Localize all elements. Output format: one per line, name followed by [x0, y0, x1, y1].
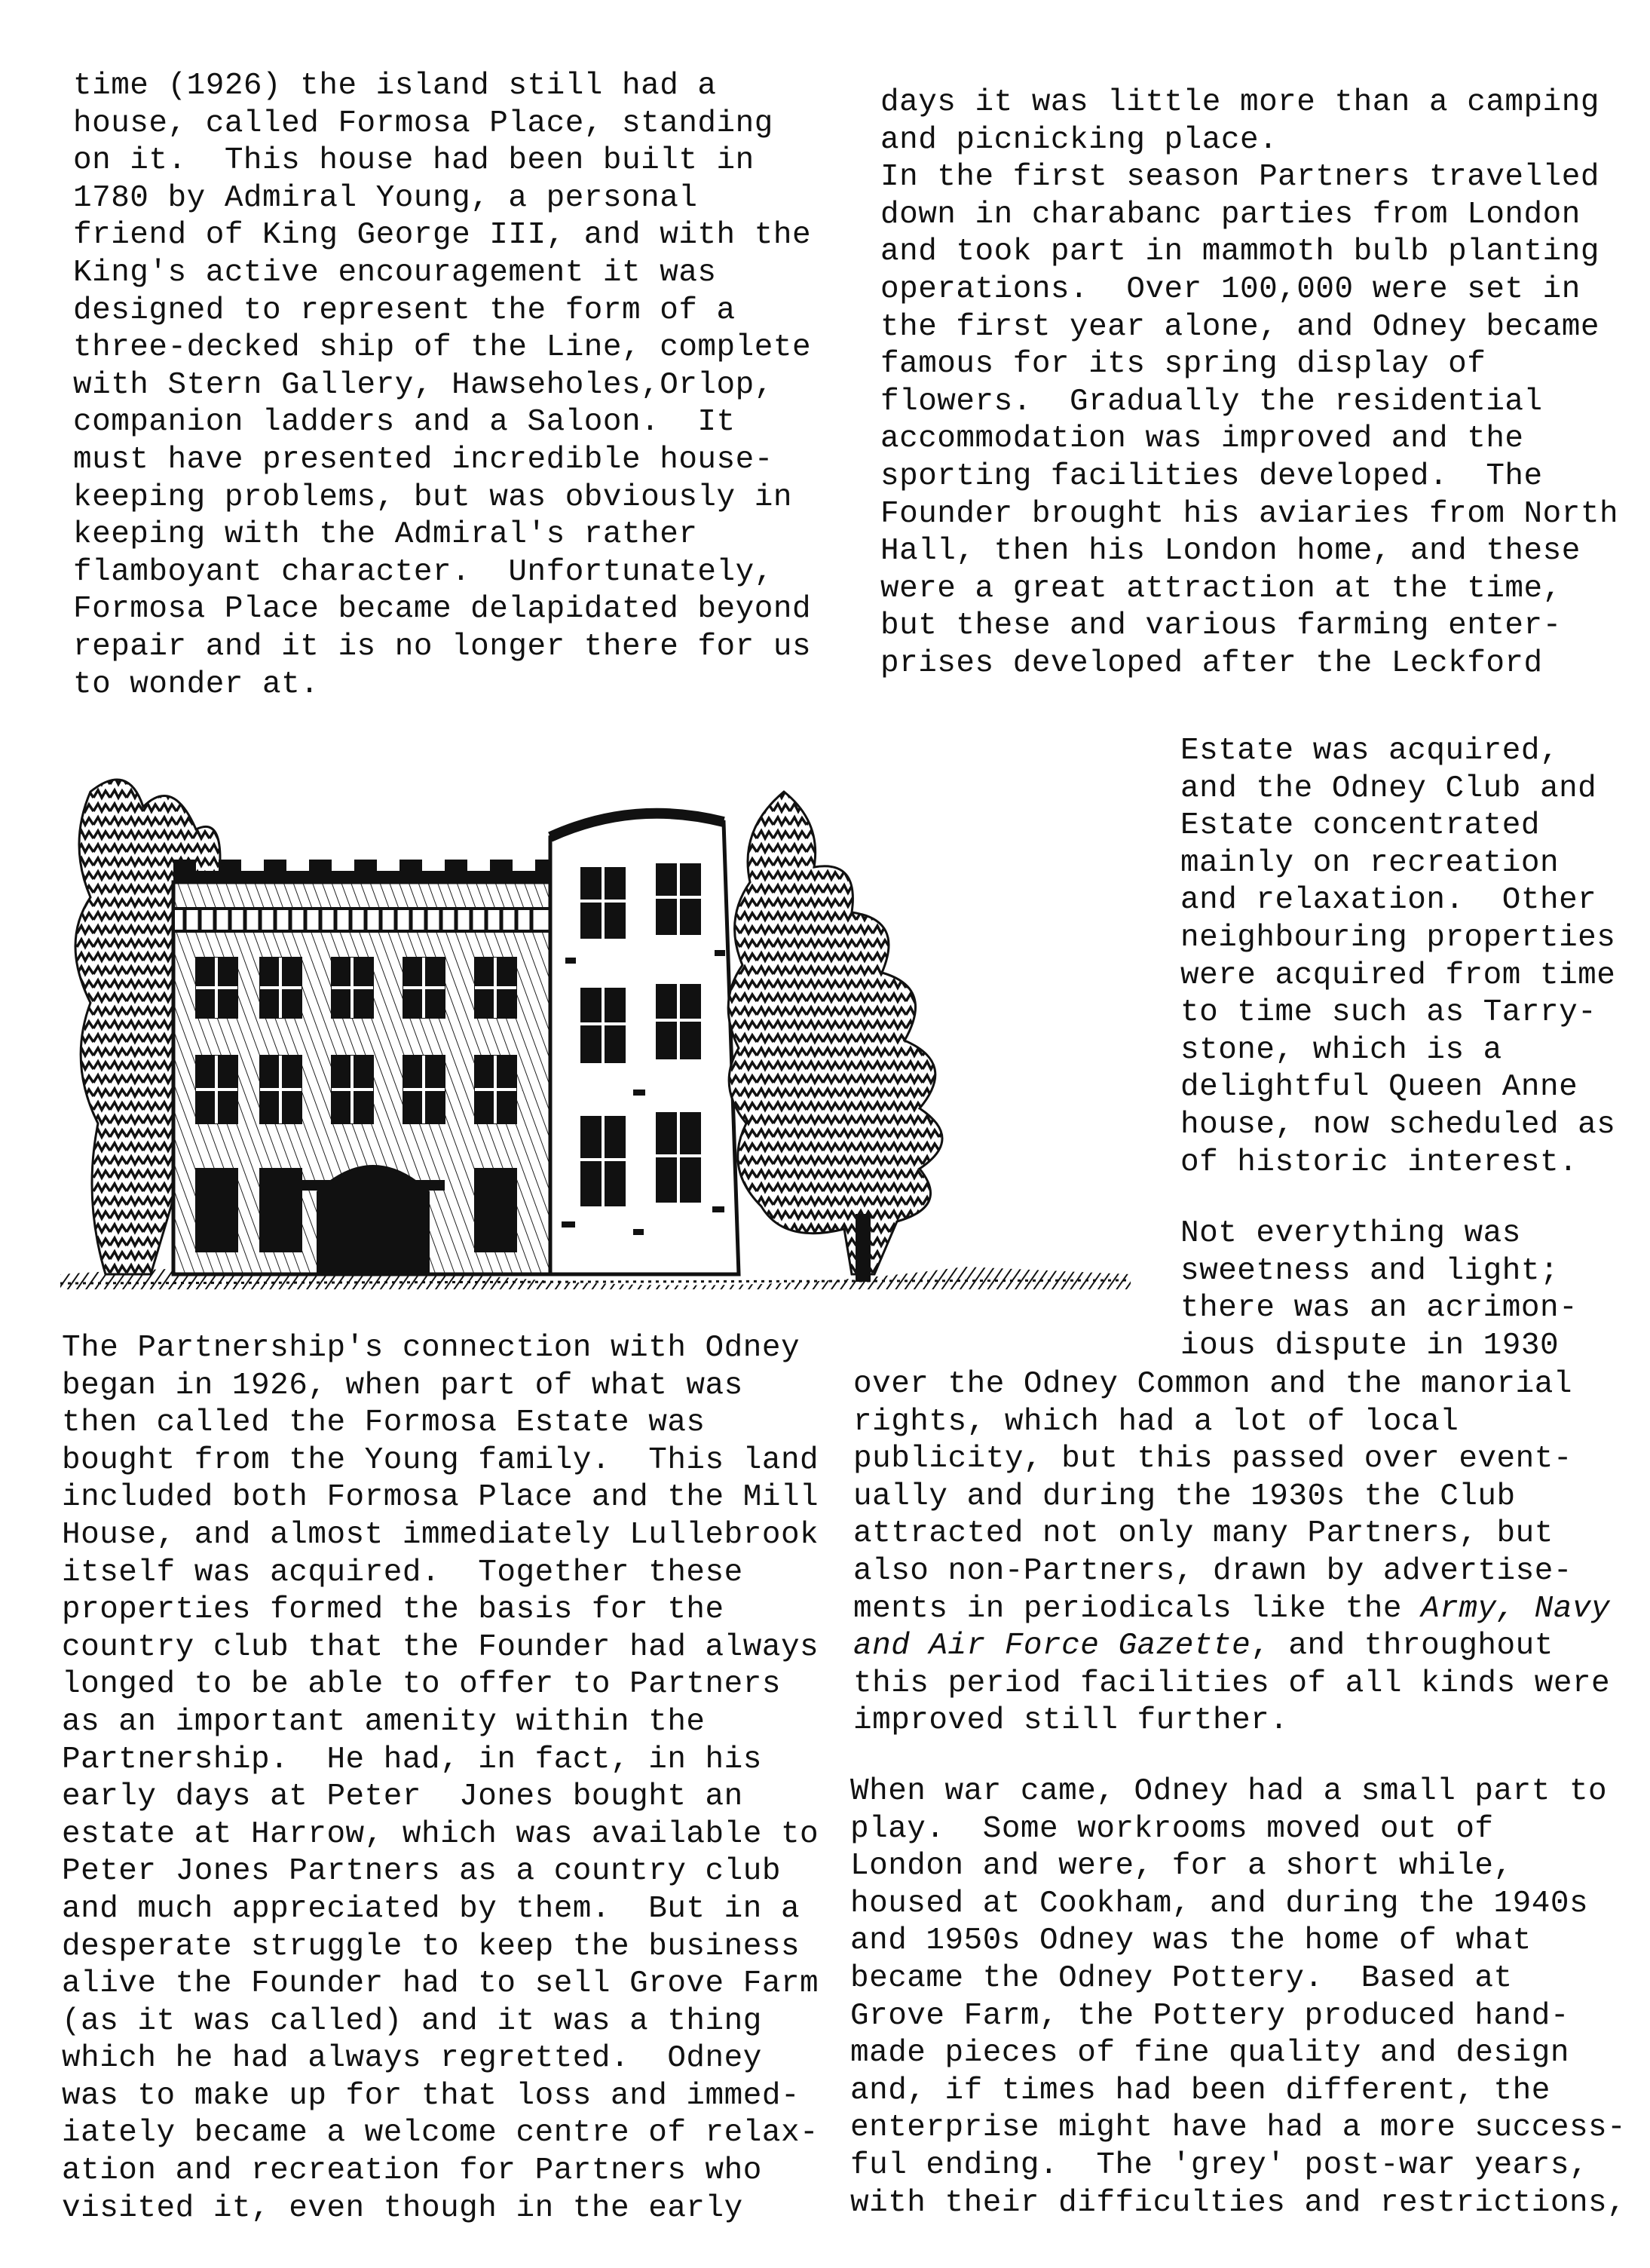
parapet	[173, 860, 550, 882]
text-line: house, now scheduled as	[1180, 1107, 1616, 1142]
text-line: were a great attraction at the time,	[880, 571, 1562, 606]
text-line: three-decked ship of the Line, complete	[73, 330, 812, 366]
text-line: famous for its spring display of	[880, 347, 1486, 382]
text-line: housed at Cookham, and during the 1940s	[850, 1886, 1589, 1921]
text-line: (as it was called) and it was a thing	[62, 2003, 762, 2039]
right-column-wrap-text-2	[1180, 1215, 1578, 1365]
text-line: to wonder at.	[73, 667, 320, 702]
text-line: flowers. Gradually the residential	[880, 384, 1543, 419]
text-line: properties formed the basis for the	[62, 1592, 724, 1628]
text-line: this period facilities of all kinds were	[853, 1666, 1611, 1701]
text-line: When war came, Odney had a small part to	[850, 1774, 1608, 1809]
text-line: ious dispute in 1930	[1180, 1328, 1560, 1363]
text-line: but these and various farming enter-	[880, 608, 1562, 644]
text-line: then called the Formosa Estate was	[62, 1405, 706, 1441]
publication-title-part: Army, Navy	[1421, 1591, 1611, 1626]
text-line: The Partnership's connection with Odney	[62, 1331, 801, 1365]
text-line: Formosa Place became delapidated beyond	[73, 592, 812, 627]
text-line: operations. Over 100,000 were set in	[880, 271, 1581, 307]
text-line: longed to be able to offer to Partners	[62, 1667, 781, 1703]
text-line: accommodation was improved and the	[880, 421, 1524, 457]
text-line: and took part in mammoth bulb planting	[880, 234, 1599, 270]
house-bow-tower	[550, 814, 739, 1274]
text-line: designed to represent the form of a	[73, 293, 736, 328]
text-line: House, and almost immediately Lullebrook	[62, 1517, 819, 1552]
text-line: delightful Queen Anne	[1180, 1070, 1578, 1105]
text-line: stone, which is a	[1180, 1032, 1502, 1068]
text-line: which he had always regretted. Odney	[62, 2041, 762, 2076]
text-line: visited it, even though in the early	[62, 2190, 743, 2226]
text-line: included both Formosa Place and the Mill	[62, 1480, 819, 1516]
text-fragment: ments in periodicals like the	[853, 1591, 1422, 1626]
text-line: and relaxation. Other	[1180, 883, 1597, 918]
text-fragment: , and throughout	[1251, 1629, 1554, 1664]
text-line: as an important amenity within the	[62, 1704, 706, 1739]
right-column-bottom-text	[853, 1366, 1610, 1740]
right-column-war-paragraph	[850, 1773, 1626, 2222]
text-line: ful ending. The 'grey' post-war years,	[850, 2147, 1589, 2183]
text-line: 1780 by Admiral Young, a personal	[73, 180, 698, 216]
text-line: time (1926) the island still had a	[73, 69, 717, 103]
text-line: and the Odney Club and	[1180, 771, 1597, 806]
text-line: enterprise might have had a more success-	[850, 2110, 1627, 2146]
right-column-wrap-text	[1180, 733, 1615, 1182]
text-line: friend of King George III, and with the	[73, 218, 812, 253]
text-line: London and were, for a short while,	[850, 1849, 1513, 1884]
left-column-top-text	[73, 68, 811, 703]
text-line: Estate was acquired,	[1180, 734, 1560, 768]
text-line: over the Odney Common and the manorial	[853, 1367, 1572, 1402]
text-line: house, called Formosa Place, standing	[73, 106, 773, 141]
text-line: alive the Founder had to sell Grove Farm	[62, 1966, 819, 2002]
text-line: Not everything was	[1180, 1216, 1521, 1251]
text-line: Peter Jones Partners as a country club	[62, 1854, 781, 1889]
text-line: prises developed after the Leckford	[880, 645, 1543, 681]
text-line: desperate struggle to keep the business	[62, 1929, 801, 1964]
text-line: days it was little more than a camping	[880, 85, 1599, 120]
text-line: improved still further.	[853, 1703, 1289, 1739]
text-line: bought from the Young family. This land	[62, 1442, 819, 1478]
text-line: early days at Peter Jones bought an	[62, 1779, 743, 1815]
text-line: ually and during the 1930s the Club	[853, 1479, 1516, 1514]
text-line: Estate concentrated	[1180, 808, 1540, 844]
text-line: must have presented incredible house-	[73, 442, 773, 477]
formosa-place-illustration	[60, 746, 1153, 1342]
text-line: made pieces of fine quality and design	[850, 2036, 1569, 2071]
text-line: to time such as Tarry-	[1180, 995, 1597, 1031]
text-line: keeping problems, but was obviously in	[73, 480, 792, 515]
text-line: with their difficulties and restrictions,	[850, 2185, 1627, 2220]
right-tree	[728, 792, 942, 1274]
publication-title-part: and Air Force Gazette	[853, 1629, 1251, 1664]
text-line: companion ladders and a Saloon. It	[73, 405, 736, 440]
left-column-bottom-text	[62, 1330, 819, 2227]
text-line: were acquired from time	[1180, 958, 1616, 993]
text-line: the first year alone, and Odney became	[880, 309, 1599, 345]
text-line: also non-Partners, drawn by advertise-	[853, 1553, 1572, 1589]
text-line: down in charabanc parties from London	[880, 197, 1581, 232]
text-line: rights, which had a lot of local	[853, 1404, 1459, 1439]
text-line: Founder brought his aviaries from North	[880, 496, 1619, 532]
text-line: Hall, then his London home, and these	[880, 534, 1581, 569]
text-line: and 1950s Odney was the home of what	[850, 1923, 1532, 1959]
text-line: sweetness and light;	[1180, 1253, 1560, 1289]
text-line: keeping with the Admiral's rather	[73, 517, 698, 553]
text-line: with Stern Gallery, Hawseholes,Orlop,	[73, 367, 773, 403]
text-line: became the Odney Pottery. Based at	[850, 1960, 1513, 1996]
text-line: King's active encouragement it was	[73, 255, 717, 290]
text-line: and much appreciated by them. But in a	[62, 1891, 801, 1926]
text-line: began in 1926, when part of what was	[62, 1368, 743, 1403]
text-line: country club that the Founder had always	[62, 1629, 819, 1665]
text-line: and picnicking place.	[880, 122, 1278, 158]
text-line: sporting facilities developed. The	[880, 458, 1543, 494]
text-line: attracted not only many Partners, but	[853, 1516, 1554, 1552]
text-line	[853, 1628, 1610, 1666]
text-line: play. Some workrooms moved out of	[850, 1811, 1494, 1847]
text-line: flamboyant character. Unfortunately,	[73, 554, 773, 590]
text-line: ation and recreation for Partners who	[62, 2153, 762, 2189]
text-line: In the first season Partners travelled	[880, 160, 1599, 195]
text-line: Partnership. He had, in fact, in his	[62, 1742, 762, 1777]
text-line: of historic interest.	[1180, 1145, 1578, 1180]
text-line: itself was acquired. Together these	[62, 1555, 743, 1590]
text-line: mainly on recreation	[1180, 845, 1560, 881]
text-line: there was an acrimon-	[1180, 1291, 1578, 1326]
text-line: neighbouring properties	[1180, 920, 1616, 955]
text-line: and, if times had been different, the	[850, 2073, 1551, 2108]
text-line: was to make up for that loss and immed-	[62, 2078, 801, 2113]
right-column-top-text	[880, 84, 1618, 683]
text-line: iately became a welcome centre of relax-	[62, 2116, 819, 2151]
text-line: Grove Farm, the Pottery produced hand-	[850, 1998, 1569, 2034]
text-line	[853, 1591, 1610, 1629]
text-line: on it. This house had been built in	[73, 143, 755, 179]
text-line: repair and it is no longer there for us	[73, 629, 812, 664]
text-line: publicity, but this passed over event-	[853, 1442, 1572, 1477]
text-line: estate at Harrow, which was available to	[62, 1816, 819, 1852]
